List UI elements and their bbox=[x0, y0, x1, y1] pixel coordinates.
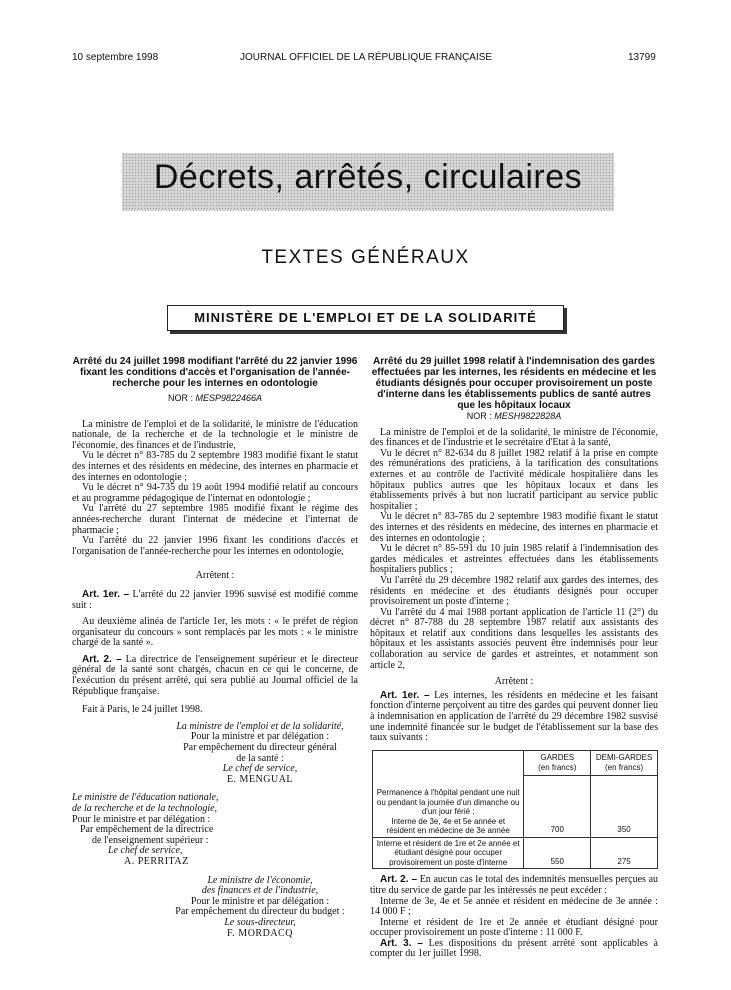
signature-line: des finances et de l'industrie, bbox=[201, 885, 319, 897]
indemnity-table bbox=[372, 750, 658, 870]
cell-gardes: 550 bbox=[524, 837, 591, 869]
article-label: Art. 2. – bbox=[380, 874, 418, 886]
left-paragraph: Vu l'arrêté du 22 janvier 1996 fixant les conditions d'accès et l'organisation de l'année-recherche pour les internes en odontologie, bbox=[72, 535, 358, 557]
left-paragraph: La ministre de l'emploi et de la solidarité, le ministre de l'éducation nationale, de la recherche et de la technologie et le ministre de l'économie, des finances et de l'industrie, bbox=[72, 418, 358, 451]
left-article-2 bbox=[72, 655, 358, 697]
column-unit: (en francs) bbox=[538, 763, 577, 773]
column-unit: (en francs) bbox=[604, 763, 644, 773]
left-paragraph: Au deuxième alinéa de l'article 1er, les mots : « le préfet de région organisateur du concours » sont remplacés par les mots : « le ministre chargé de la santé ». bbox=[72, 616, 358, 649]
left-nor bbox=[72, 393, 358, 404]
signatory-name: F. MORDACQ bbox=[227, 927, 293, 939]
article-text: Les internes, les résidents en médecine et les faisant fonction d'interne perçoivent au titre des gardes qui peuvent donner lieu à indemnisation en application de l'arrêté du 29 décembre 1982 susvisé une indemnité financée sur le budget de l'établissement sur la base des taux suivants : bbox=[370, 689, 658, 744]
article-label: Art. 1er. – bbox=[82, 588, 130, 600]
right-arretent: Arrêtent : bbox=[494, 676, 534, 688]
signature-line: Le ministre de l'éducation nationale, bbox=[72, 792, 219, 804]
article-label: Art. 3. – bbox=[380, 937, 423, 949]
article-label: Art. 2. – bbox=[82, 653, 122, 665]
table-header-row bbox=[373, 750, 658, 775]
nor-value: MESH9822828A bbox=[494, 411, 562, 421]
column-label: DEMI-GARDES bbox=[595, 752, 653, 762]
left-fait: Fait à Paris, le 24 juillet 1998. bbox=[82, 704, 203, 716]
cell-gardes: 700 bbox=[524, 775, 591, 837]
signature-line: Le chef de service, bbox=[222, 763, 298, 775]
left-paragraph: Vu l'arrêté du 27 septembre 1985 modifié fixant le régime des années-recherche durant l'internat de médecine et l'internat de pharmacie ; bbox=[72, 503, 358, 536]
nor-label: NOR : bbox=[167, 393, 193, 403]
signature-line: Le sous-directeur, bbox=[224, 916, 296, 928]
row-label: Interne de 3e, 4e et 5e année et résident en médecine de 3e année bbox=[386, 816, 510, 836]
header-page-number: 13799 bbox=[628, 52, 656, 63]
signature-line: de la recherche et de la technologie, bbox=[72, 803, 218, 814]
article-text: L'arrêté du 22 janvier 1996 susvisé est modifié comme suit : bbox=[72, 588, 358, 611]
column-header-demi-gardes bbox=[591, 750, 658, 775]
signature-line: Pour le ministre et par délégation : bbox=[72, 813, 211, 825]
right-article-3 bbox=[370, 939, 658, 960]
left-article-1 bbox=[72, 590, 358, 611]
signature-line: Par empêchement du directeur du budget : bbox=[175, 906, 345, 918]
article-label: Art. 1er. – bbox=[380, 689, 430, 701]
signature-line: La ministre de l'emploi et de la solidarité, bbox=[176, 720, 344, 732]
left-arretent: Arrêtent : bbox=[195, 570, 235, 582]
column-label: GARDES bbox=[540, 752, 575, 762]
signature-line: Pour le ministre et par délégation : bbox=[190, 895, 330, 907]
right-paragraph: Vu le décret n° 85-591 du 10 juin 1985 relatif à l'indemnisation des gardes médicales et astreintes effectuées dans les établissements hospitaliers publics ; bbox=[370, 543, 658, 576]
table-row bbox=[373, 837, 658, 869]
section-heading: TEXTES GÉNÉRAUX bbox=[261, 247, 470, 268]
header-journal: JOURNAL OFFICIEL DE LA RÉPUBLIQUE FRANÇAISE bbox=[240, 52, 493, 63]
article-text: La directrice de l'enseignement supérieur et le directeur général de la santé sont chargés, chacun en ce qui le concerne, de l'exécution du présent arrêté, qui sera publié au Journal officiel de la République française. bbox=[72, 653, 358, 697]
signatory-name: A. PERRITAZ bbox=[124, 855, 189, 867]
banner-title: Décrets, arrêtés, circulaires bbox=[153, 158, 583, 196]
signature-block-2 bbox=[72, 793, 258, 867]
right-nor bbox=[370, 411, 658, 422]
right-paragraph: La ministre de l'emploi et de la solidarité, le ministre de l'économie, des finances et de l'industrie et le secrétaire d'Etat à la santé, bbox=[370, 426, 658, 449]
article-text: En aucun cas le total des indemnités mensuelles perçues au titre du service de garde par les intéressés ne peut excéder : bbox=[370, 874, 659, 896]
table-row bbox=[373, 775, 658, 837]
left-column bbox=[72, 356, 358, 939]
right-paragraph: Interne de 3e, 4e et 5e année et résident en médecine de 3e année : 14 000 F ; bbox=[370, 895, 658, 918]
signature-line: Le chef de service, bbox=[108, 845, 183, 857]
signature-block-3 bbox=[162, 876, 358, 940]
signature-line: Le ministre de l'économie, bbox=[207, 874, 313, 886]
signature-line: Par empêchement du directeur général bbox=[183, 742, 337, 754]
header-date: 10 septembre 1998 bbox=[72, 52, 159, 63]
right-article-1 bbox=[370, 691, 658, 744]
signature-line: Pour la ministre et par délégation : bbox=[190, 731, 330, 743]
right-column bbox=[370, 356, 658, 960]
ministry-heading: MINISTÈRE DE L'EMPLOI ET DE LA SOLIDARITÉ bbox=[167, 305, 564, 331]
left-decree-title: Arrêté du 24 juillet 1998 modifiant l'arrêté du 22 janvier 1996 fixant les conditions d'accès et l'organisation de l'année-recherche pour les internes en odontologie bbox=[72, 356, 358, 389]
article-text: Les dispositions du présent arrêté sont applicables à compter du 1er juillet 1998. bbox=[370, 937, 658, 960]
right-paragraph: Interne et résident de 1re et 2e année et étudiant désigné pour occuper provisoirement un poste d'interne : 11 000 F. bbox=[370, 916, 658, 939]
signature-block-1 bbox=[162, 722, 358, 786]
signature-line: de la santé : bbox=[236, 752, 284, 764]
right-article-2 bbox=[370, 875, 658, 896]
signatory-name: E. MENGUAL bbox=[226, 773, 294, 785]
nor-label: NOR : bbox=[466, 411, 492, 421]
left-paragraph: Vu le décret n° 94-735 du 19 août 1994 modifié relatif au concours et au programme pédagogique de l'internat en odontologie ; bbox=[72, 482, 358, 504]
right-paragraph: Vu l'arrêté du 4 mai 1988 portant application de l'article 11 (2°) du décret n° 87-788 du 28 septembre 1987 relatif aux assistants des hôpitaux et relatif aux conditions dans lesquelles les assistants des hôpitaux et les assistants associés peuvent être indemnisés pour leur collaboration au service de gardes et astreintes, et notamment son article 2, bbox=[370, 606, 658, 671]
right-paragraph: Vu l'arrêté du 29 décembre 1982 relatif aux gardes des internes, des résidents en médecine et des étudiants désignés pour occuper provisoirement un poste d'interne ; bbox=[370, 574, 658, 608]
column-header-gardes bbox=[524, 750, 591, 775]
right-paragraph: Vu le décret n° 83-785 du 2 septembre 1983 modifié fixant le statut des internes et des résidents en médecine, des internes en pharmacie et des internes en odontologie ; bbox=[370, 511, 658, 544]
left-paragraph: Vu le décret n° 83-785 du 2 septembre 1983 modifié fixant le statut des internes et des résidents en médecine, des internes en pharmacie et des internes en odontologie ; bbox=[72, 450, 358, 483]
cell-demi-gardes: 350 bbox=[591, 775, 658, 837]
nor-value: MESP9822466A bbox=[195, 393, 263, 403]
right-paragraph: Vu le décret n° 82-634 du 8 juillet 1982 relatif à la prise en compte des rémunérations des praticiens, à la tarification des consultations externes et au contrôle de l'activité médicale hospitalière dans les hôpitaux publics autres que les hôpitaux locaux et dans les établissements privés à but non lucratif participant au service public hospitalier ; bbox=[370, 447, 658, 512]
row-label: Interne et résident de 1re et 2e année et étudiant désigné pour occuper provisoirement un poste d'interne bbox=[373, 837, 524, 869]
signature-line: Par empêchement de la directrice bbox=[80, 824, 214, 836]
right-decree-title: Arrêté du 29 juillet 1998 relatif à l'indemnisation des gardes effectuées par les internes, les résidents en médecine et les étudiants désignés pour occuper provisoirement un poste d'interne dans les établissements publics de santé autres que les hôpitaux locaux bbox=[371, 356, 657, 411]
signature-line: de l'enseignement supérieur : bbox=[92, 834, 209, 846]
row-label: Permanence à l'hôpital pendant une nuit ou pendant la journée d'un dimanche ou d'un jour férié : bbox=[376, 788, 520, 817]
cell-demi-gardes: 275 bbox=[591, 837, 658, 869]
